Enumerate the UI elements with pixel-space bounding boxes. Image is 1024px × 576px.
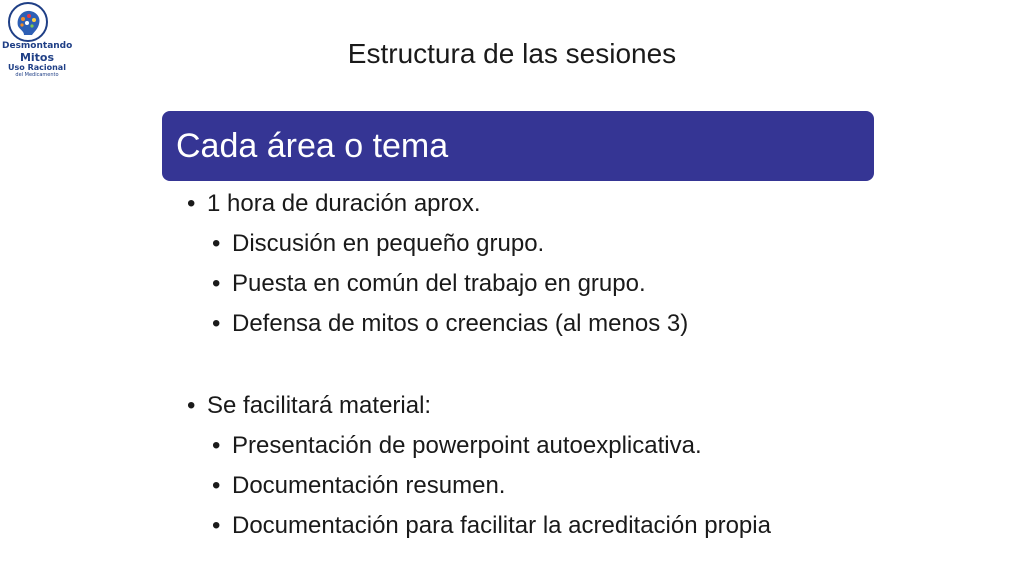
list-item-text: Presentación de powerpoint autoexplicativa. xyxy=(232,432,702,459)
section-header-bar xyxy=(162,111,874,181)
bullet-icon: • xyxy=(187,190,196,217)
list-item-text: Puesta en común del trabajo en grupo. xyxy=(232,270,646,297)
list-item xyxy=(187,506,947,546)
page-title: Estructura de las sesiones xyxy=(347,38,677,69)
list-heading xyxy=(187,184,947,224)
list-heading xyxy=(187,386,947,426)
logo-line-4: del Medicamento xyxy=(15,72,59,78)
list-item xyxy=(187,224,947,264)
list-item-text: Discusión en pequeño grupo. xyxy=(232,230,545,257)
logo-line-1: Desmontando xyxy=(2,41,73,51)
bullet-icon: • xyxy=(212,270,221,297)
bullet-icon: • xyxy=(212,512,221,539)
list-item-text: Documentación resumen. xyxy=(232,472,506,499)
list-spacer xyxy=(187,344,947,386)
section-header-text: Cada área o tema xyxy=(176,126,449,165)
list-item xyxy=(187,304,947,344)
list-item xyxy=(187,466,947,506)
list-item xyxy=(187,426,947,466)
bullet-list xyxy=(187,184,947,546)
list-heading-text: Se facilitará material: xyxy=(207,392,432,419)
logo-line-3: Uso Racional xyxy=(8,63,66,72)
list-item xyxy=(187,264,947,304)
list-item-text: Documentación para facilitar la acreditación propia xyxy=(232,512,771,539)
bullet-icon: • xyxy=(212,310,221,337)
bullet-icon: • xyxy=(212,230,221,257)
bullet-icon: • xyxy=(187,392,196,419)
logo-line-2: Mitos xyxy=(19,51,55,64)
bullet-icon: • xyxy=(212,432,221,459)
list-item-text: Defensa de mitos o creencias (al menos 3) xyxy=(232,310,689,337)
bullet-icon: • xyxy=(212,472,221,499)
brain-logo-icon xyxy=(8,2,48,42)
list-heading-text: 1 hora de duración aprox. xyxy=(207,190,481,217)
